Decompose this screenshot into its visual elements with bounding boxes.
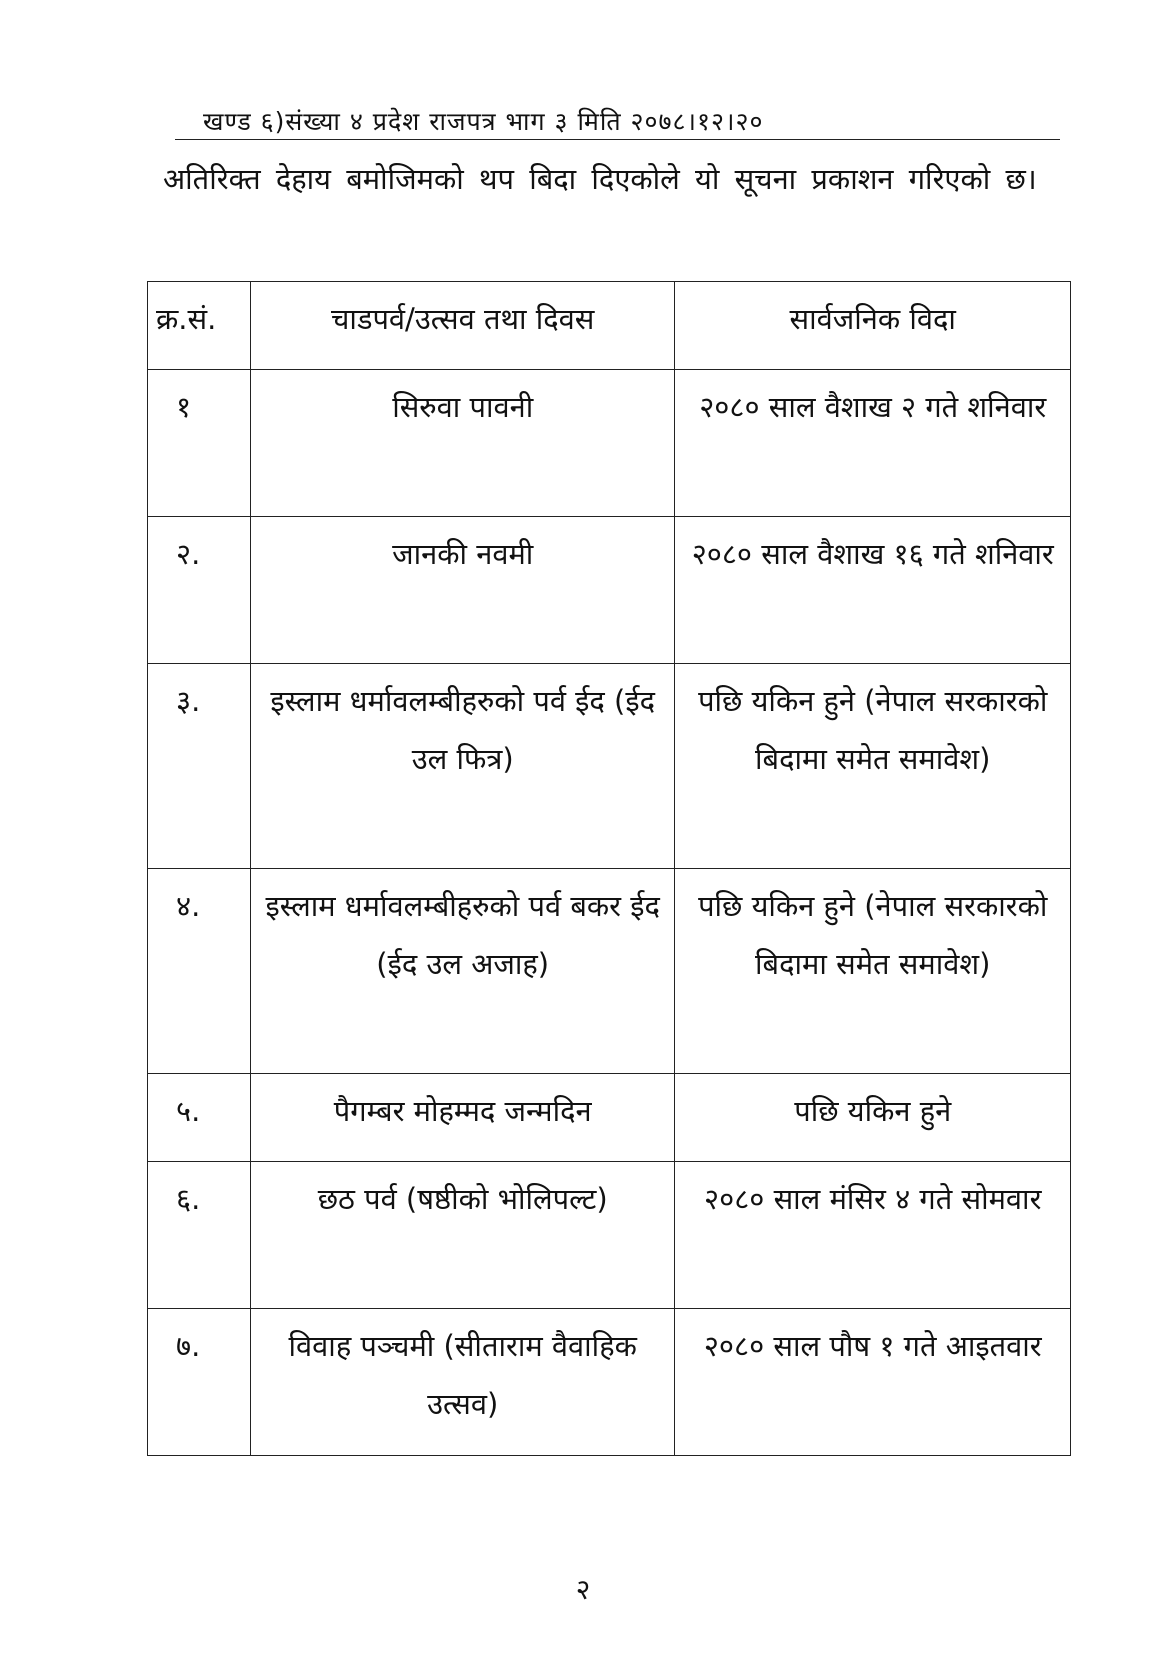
row-festival: इस्लाम धर्मावलम्बीहरुको पर्व ईद (ईद उल फित्र) <box>250 664 675 869</box>
row-serial-number: ४. <box>148 869 251 1074</box>
header-festival: चाडपर्व/उत्सव तथा दिवस <box>250 282 675 370</box>
row-holiday-date: पछि यकिन हुने (नेपाल सरकारको बिदामा समेत समावेश) <box>675 664 1071 869</box>
row-festival: विवाह पञ्चमी (सीताराम वैवाहिक उत्सव) <box>250 1309 675 1456</box>
row-serial-number: २. <box>148 517 251 664</box>
intro-paragraph: अतिरिक्त देहाय बमोजिमको थप बिदा दिएकोले यो सूचना प्रकाशन गरिएको छ। <box>163 162 1037 196</box>
row-holiday-date: २०८० साल वैशाख १६ गते शनिवार <box>675 517 1071 664</box>
header-public-holiday: सार्वजनिक विदा <box>675 282 1071 370</box>
page-number: २ <box>575 1573 591 1606</box>
header-serial-number: क्र.सं. <box>148 282 251 370</box>
table-row <box>148 1309 1071 1456</box>
row-festival: इस्लाम धर्मावलम्बीहरुको पर्व बकर ईद (ईद उल अजाह) <box>250 869 675 1074</box>
row-holiday-date: २०८० साल वैशाख २ गते शनिवार <box>675 370 1071 517</box>
row-festival: पैगम्बर मोहम्मद जन्मदिन <box>250 1074 675 1162</box>
table-row <box>148 1074 1071 1162</box>
table-row <box>148 664 1071 869</box>
gazette-header: खण्ड ६)संख्या ४ प्रदेश राजपत्र भाग ३ मिति २०७८।१२।२० <box>175 104 1060 140</box>
row-holiday-date: पछि यकिन हुने <box>675 1074 1071 1162</box>
table-row <box>148 517 1071 664</box>
row-festival: सिरुवा पावनी <box>250 370 675 517</box>
table-header-row <box>148 282 1071 370</box>
row-holiday-date: २०८० साल पौष १ गते आइतवार <box>675 1309 1071 1456</box>
row-serial-number: ५. <box>148 1074 251 1162</box>
table-row <box>148 869 1071 1074</box>
table-row <box>148 1162 1071 1309</box>
row-holiday-date: पछि यकिन हुने (नेपाल सरकारको बिदामा समेत समावेश) <box>675 869 1071 1074</box>
row-festival: छठ पर्व (षष्ठीको भोलिपल्ट) <box>250 1162 675 1309</box>
row-festival: जानकी नवमी <box>250 517 675 664</box>
row-holiday-date: २०८० साल मंसिर ४ गते सोमवार <box>675 1162 1071 1309</box>
row-serial-number: १ <box>148 370 251 517</box>
holiday-table <box>147 281 1071 1456</box>
row-serial-number: ३. <box>148 664 251 869</box>
table-row <box>148 370 1071 517</box>
row-serial-number: ६. <box>148 1162 251 1309</box>
row-serial-number: ७. <box>148 1309 251 1456</box>
